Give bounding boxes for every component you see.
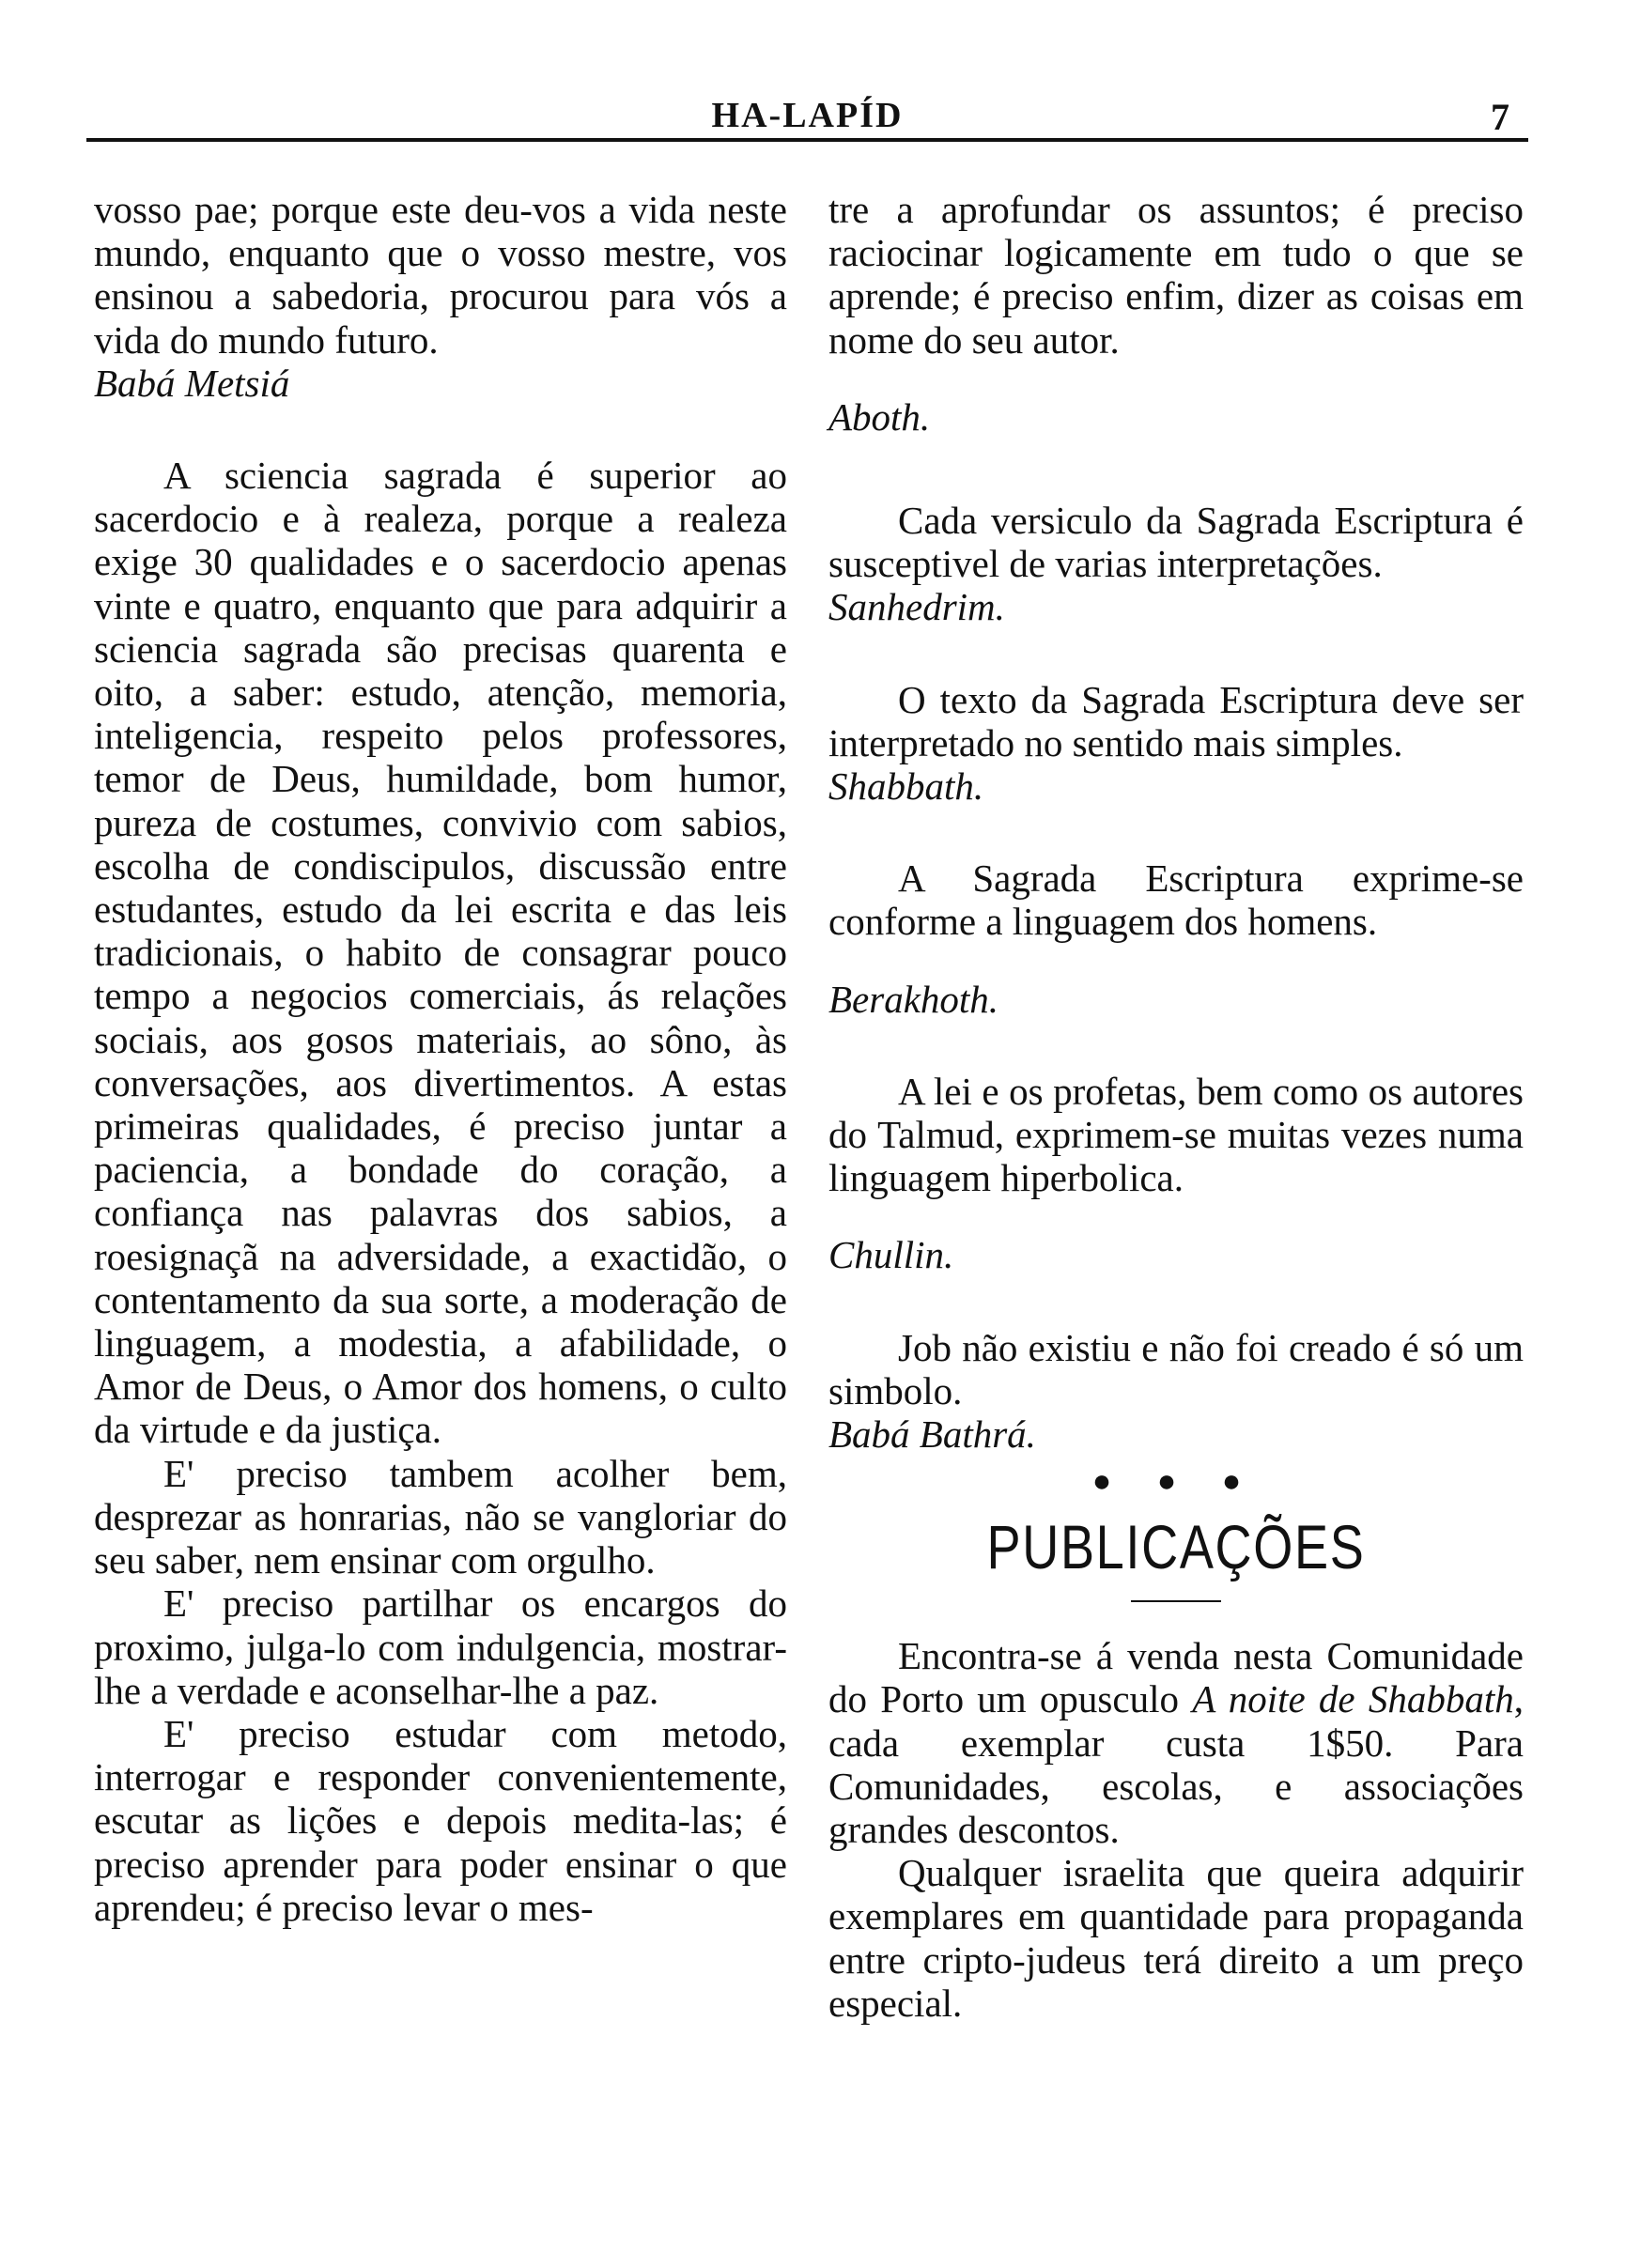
paragraph: O texto da Sagrada Escriptura deve ser interpretado no sentido mais simples.	[828, 677, 1524, 764]
source-attribution: Babá Bathrá.	[828, 1412, 1036, 1457]
source-attribution: Sanhedrim.	[828, 585, 1005, 629]
section-rule	[1131, 1600, 1221, 1602]
source-attribution: Babá Metsiá	[94, 361, 290, 405]
header-rule	[86, 138, 1528, 142]
book-title: A noite de Shabbath	[1192, 1677, 1514, 1721]
paragraph: A Sagrada Escriptura exprime-se conforme a linguagem dos homens.	[828, 856, 1524, 944]
source-attribution: Chullin.	[828, 1233, 954, 1277]
text-span: Encontra-se á venda nesta Comunidade do Porto um opusculo	[828, 1634, 1524, 1721]
paragraph: A sciencia sagrada é superior ao sacerdocio e à realeza, porque a realeza exige 30 qualidades e o sacerdocio apenas vinte e quatro, enquanto que para adquirir a sciencia sagrada são precisas quarenta e oito, a saber: estudo, atenção, memoria, inteligencia, respeito pelos professores, temor de Deus, humildade, bom humor, pureza de costumes, convivio com sabios, escolha de condiscipulos, discussão entre estudantes, estudo da lei escrita e das leis tradicionais, o habito de consagrar pouco tempo a negocios comerciais, ás relações sociais, aos gosos materiais, ao sôno, às conversações, aos divertimentos. A estas primeiras qualidades, é preciso juntar a paciencia, a bondade do coração, a confiança nas palavras dos sabios, a roesignaçã na adversidade, a exactidão, o contentamento da sua sorte, a moderação de linguagem, a modestia, a afabilidade, o Amor de Deus, o Amor dos homens, o culto da virtude e da justiça.	[94, 454, 787, 1452]
source-attribution: Berakhoth.	[828, 977, 999, 1021]
paragraph: Cada versiculo da Sagrada Escriptura é susceptivel de varias interpretações.	[828, 499, 1524, 586]
paragraph: tre a aprofundar os assuntos; é preciso raciocinar logicamente em tudo o que se aprende; é preciso enfim, dizer as coisas em nome do seu autor.	[828, 188, 1524, 362]
paragraph	[828, 1634, 1524, 1851]
paragraph: E' preciso estudar com metodo, interrogar e responder convenientemente, escutar as lições e depois medita-las; é preciso aprender para poder ensinar o que aprendeu; é preciso levar o mes-	[94, 1711, 787, 1929]
page-number: 7	[1491, 96, 1509, 138]
right-column	[828, 188, 1524, 2025]
paragraph: Qualquer israelita que queira adquirir exemplares em quantidade para propaganda entre cripto-judeus terá direito a um preço especial.	[828, 1851, 1524, 2025]
paragraph: A lei e os profetas, bem como os autores do Talmud, exprimem-se muitas vezes numa linguagem hiperbolica.	[828, 1069, 1524, 1200]
journal-title: HA-LAPÍD	[711, 96, 904, 135]
paragraph: Job não existiu e não foi creado é só um simbolo.	[828, 1325, 1524, 1412]
left-column	[94, 188, 787, 1929]
page-header	[86, 89, 1528, 142]
separator-dots: ● ● ●	[1091, 1464, 1261, 1500]
text-span: , cada exemplar custa 1$50. Para Comunidades, escolas, e associações grandes descontos.	[828, 1677, 1524, 1852]
source-attribution: Aboth.	[828, 394, 931, 439]
section-title: PUBLICAÇÕES	[986, 1512, 1366, 1582]
paragraph: E' preciso tambem acolher bem, desprezar as honrarias, não se vangloriar do seu saber, nem ensinar com orgulho.	[94, 1451, 787, 1582]
source-attribution: Shabbath.	[828, 764, 984, 809]
paragraph: vosso pae; porque este deu-vos a vida neste mundo, enquanto que o vosso mestre, vos ensinou a sabedoria, procurou para vós a vida do mundo futuro.	[94, 188, 787, 362]
paragraph: E' preciso partilhar os encargos do proximo, julga-lo com indulgencia, mostrar-lhe a verdade e aconselhar-lhe a paz.	[94, 1581, 787, 1712]
